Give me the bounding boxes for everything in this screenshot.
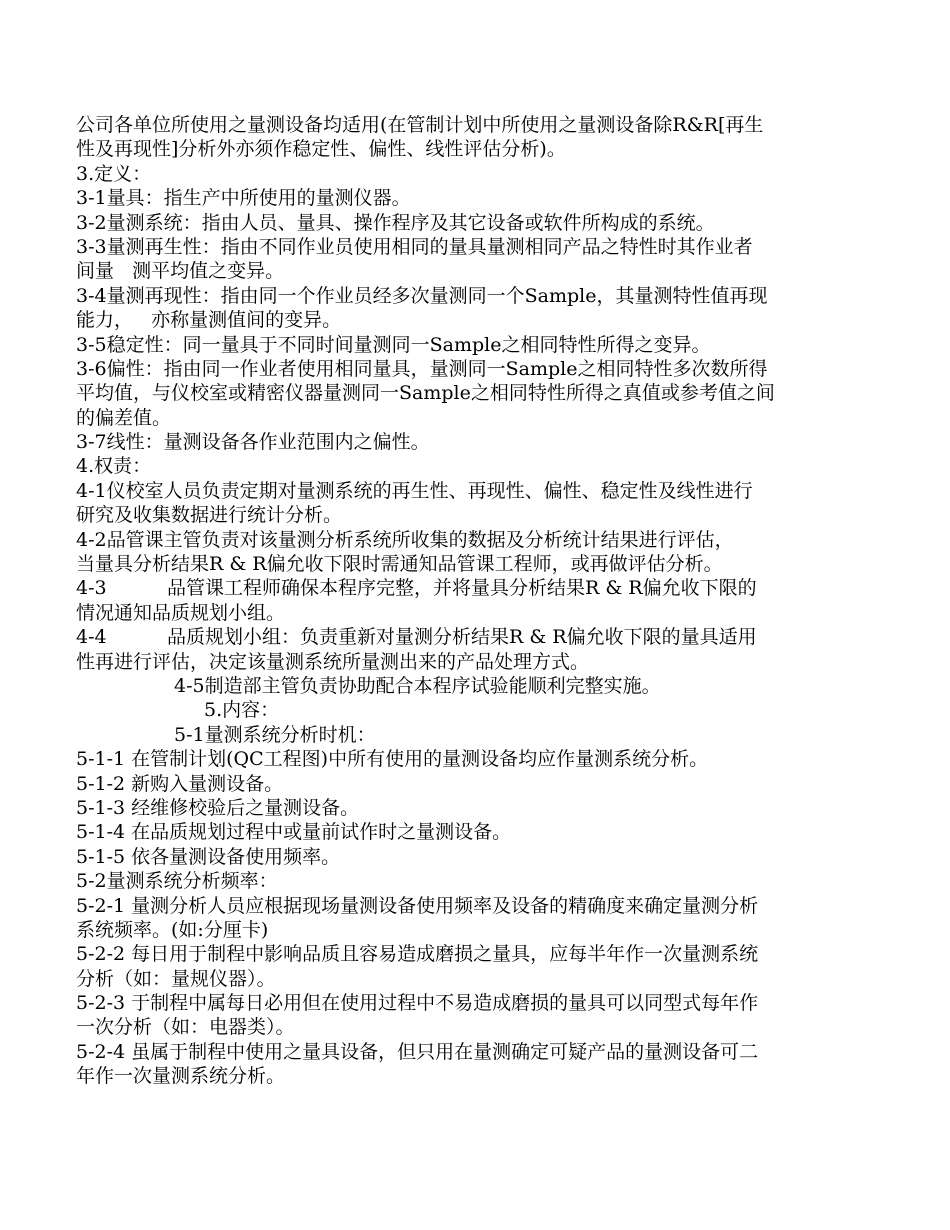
text-line: 平均值，与仪校室或精密仪器量测同一Sample之相同特性所得之真值或参考值之间	[76, 382, 775, 405]
text-line: 3-6偏性：指由同一作业者使用相同量具，量测同一Sample之相同特性多次数所得	[76, 357, 768, 380]
text-line: 3-5稳定性：同一量具于不同时间量测同一Sample之相同特性所得之变异。	[76, 333, 711, 356]
text-line: 5-1量测系统分析时机：	[174, 723, 376, 746]
text-line: 5-1-4 在品质规划过程中或量前试作时之量测设备。	[76, 821, 512, 844]
text-line: 5-1-5 依各量测设备使用频率。	[76, 845, 341, 868]
text-line: 4-1仪校室人员负责定期对量测系统的再生性、再现性、偏性、稳定性及线性进行	[76, 479, 753, 502]
text-line: 5-1-1 在管制计划(QC工程图)中所有使用的量测设备均应作量测系统分析。	[76, 748, 709, 771]
text-line: 3-1量具：指生产中所使用的量测仪器。	[76, 187, 411, 210]
text-line: 3-4量测再现性：指由同一个作业员经多次量测同一个Sample，其量测特性值再现	[76, 284, 768, 307]
text-line: 3-7线性：量测设备各作业范围内之偏性。	[76, 431, 430, 454]
text-line: 4-2品管课主管负责对该量测分析系统所收集的数据及分析统计结果进行评估，	[76, 528, 734, 551]
text-line: 4-3 品管课工程师确保本程序完整，并将量具分析结果R & R偏允收下限的	[76, 577, 757, 600]
text-line: 性再进行评估，决定该量测系统所量测出来的产品处理方式。	[76, 650, 590, 673]
text-line: 年作一次量测系统分析。	[76, 1065, 286, 1088]
text-line: 当量具分析结果R & R偏允收下限时需通知品管课工程师，或再做评估分析。	[76, 553, 723, 576]
text-line: 3-2量测系统：指由人员、量具、操作程序及其它设备或软件所构成的系统。	[76, 211, 715, 234]
text-line: 5-2-3 于制程中属每日必用但在使用过程中不易造成磨损的量具可以同型式每年作	[76, 992, 759, 1015]
section-heading: 4.权责：	[76, 455, 152, 478]
text-line: 一次分析（如：电器类）。	[76, 1016, 295, 1039]
text-line: 公司各单位所使用之量测设备均适用(在管制计划中所使用之量测设备除R&R[再生	[76, 114, 764, 136]
text-line: 能力， 亦称量测值间的变异。	[76, 309, 342, 332]
text-line: 4-4 品质规划小组：负责重新对量测分析结果R & R偏允收下限的量具适用	[76, 626, 757, 649]
text-line: 5-2量测系统分析频率：	[76, 870, 278, 893]
text-line: 的偏差值。	[76, 406, 172, 429]
text-line: 5-2-1 量测分析人员应根据现场量测设备使用频率及设备的精确度来确定量测分析	[76, 894, 759, 917]
text-line: 3-3量测再生性：指由不同作业员使用相同的量具量测相同产品之特性时其作业者	[76, 235, 753, 258]
section-heading: 5.内容：	[204, 699, 280, 722]
document-body	[76, 113, 876, 1089]
text-line: 间量 测平均值之变异。	[76, 260, 285, 283]
text-line: 5-2-2 每日用于制程中影响品质且容易造成磨损之量具，应每半年作一次量测系统	[76, 943, 759, 966]
text-line: 分析（如：量规仪器）。	[76, 967, 276, 990]
text-line: 4-5制造部主管负责协助配合本程序试验能顺利完整实施。	[174, 674, 661, 697]
text-line: 5-1-2 新购入量测设备。	[76, 772, 284, 795]
text-line: 系统频率。(如:分厘卡)	[76, 918, 269, 941]
text-line: 性及再现性]分析外亦须作稳定性、偏性、线性评估分析)。	[76, 138, 566, 161]
section-heading: 3.定义：	[76, 162, 152, 185]
text-line: 研究及收集数据进行统计分析。	[76, 504, 343, 527]
text-line: 情况通知品质规划小组。	[76, 601, 286, 624]
text-line: 5-1-3 经维修校验后之量测设备。	[76, 796, 360, 819]
text-line: 5-2-4 虽属于制程中使用之量具设备，但只用在量测确定可疑产品的量测设备可二	[76, 1040, 759, 1063]
